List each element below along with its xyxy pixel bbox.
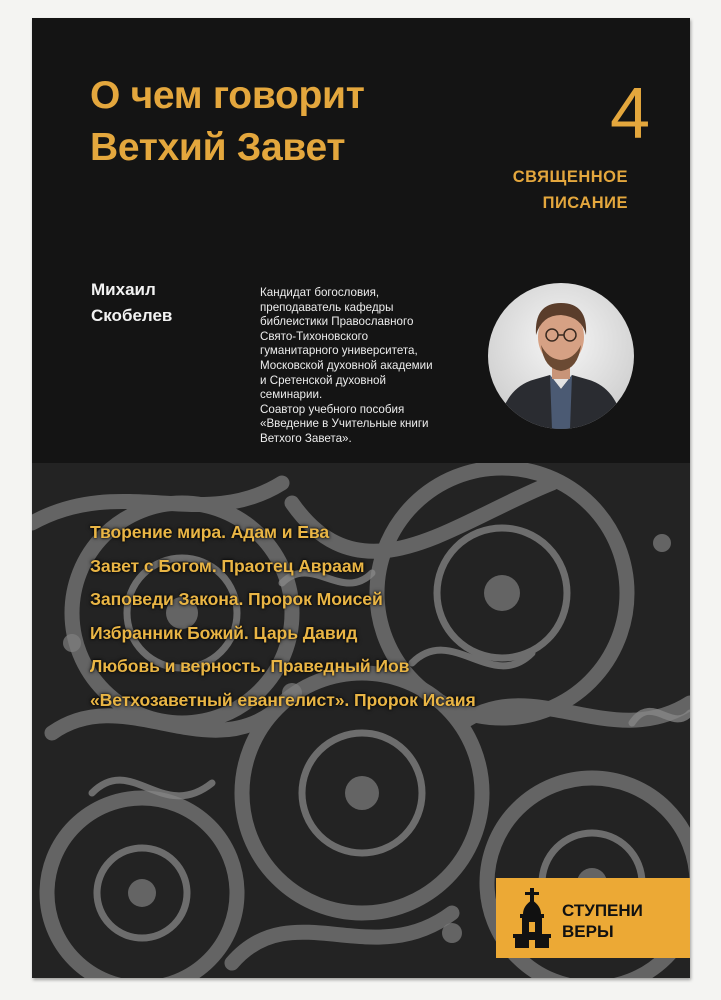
bio-line: семинарии. <box>260 388 323 402</box>
series-line: ПИСАНИЕ <box>542 194 628 212</box>
bio-line: Кандидат богословия, <box>260 286 380 299</box>
author-photo <box>488 283 634 429</box>
publisher-line: СТУПЕНИ <box>562 901 643 920</box>
bio-line: библеистики Православного <box>260 315 414 329</box>
list-item: Творение мира. Адам и Ева <box>90 522 330 542</box>
list-item: Любовь и верность. Праведный Иов <box>90 656 410 677</box>
volume-number: 4 <box>610 74 651 154</box>
bio-line: Московской духовной академии <box>260 358 433 372</box>
author-name <box>91 277 172 329</box>
author-first-name: Михаил <box>91 280 156 299</box>
bio-line: «Введение в Учительные книги <box>260 417 429 431</box>
bio-line: гуманитарного университета, <box>260 344 418 358</box>
author-portrait-icon <box>488 283 634 429</box>
series-line: СВЯЩЕННОЕ <box>512 168 628 186</box>
publisher-line: ВЕРЫ <box>562 922 614 941</box>
list-item: Заповеди Закона. Пророк Моисей <box>90 589 383 610</box>
title-line: О чем говорит <box>90 74 365 117</box>
contents-list <box>90 516 476 718</box>
bio-line: и Сретенской духовной <box>260 373 386 387</box>
bio-line: Свято-Тихоновского <box>260 329 369 343</box>
series-label <box>513 164 628 216</box>
book-cover <box>32 18 690 978</box>
bio-line: преподаватель кафедры <box>260 300 394 314</box>
author-last-name: Скобелев <box>91 306 173 325</box>
publisher-name <box>562 900 643 942</box>
book-title <box>90 70 365 174</box>
church-icon <box>510 888 554 948</box>
list-item: «Ветхозаветный евангелист». Пророк Исаия <box>90 689 476 710</box>
bio-line: Соавтор учебного пособия <box>260 402 405 416</box>
title-line: Ветхий Завет <box>90 126 346 169</box>
bio-line: Ветхого Завета». <box>260 431 352 445</box>
list-item: Избранник Божий. Царь Давид <box>90 622 358 643</box>
list-item: Завет с Богом. Праотец Авраам <box>90 555 365 576</box>
author-bio <box>260 286 510 447</box>
publisher-badge <box>496 878 690 958</box>
